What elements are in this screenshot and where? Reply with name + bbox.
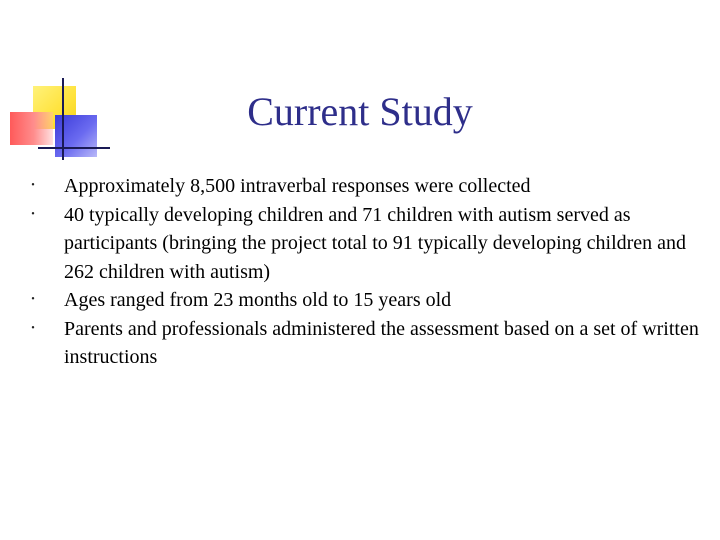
red-square-shape (10, 112, 53, 145)
bullet-text: Parents and professionals administered the assessment based on a set of written instructions (64, 317, 699, 368)
bullet-text: Ages ranged from 23 months old to 15 years old (64, 289, 452, 311)
bullet-icon: • (31, 294, 35, 305)
bullet-item (28, 172, 718, 201)
bullet-item (28, 315, 718, 372)
bullet-item (28, 201, 718, 287)
bullet-icon: • (31, 322, 35, 334)
bullet-icon: • (31, 180, 35, 191)
bullet-text: 40 typically developing children and 71 children with autism served as participants (bringing the project total to 91 typically developing children and 262 children with autism) (64, 203, 687, 283)
slide-title: Current Study (247, 89, 473, 134)
bullet-list (28, 172, 718, 372)
bullet-icon: • (31, 208, 35, 220)
decorative-logo (0, 0, 110, 170)
bullet-item (28, 286, 718, 315)
bullet-text: Approximately 8,500 intraverbal responses were collected (64, 175, 531, 197)
horizontal-rule (38, 147, 110, 149)
